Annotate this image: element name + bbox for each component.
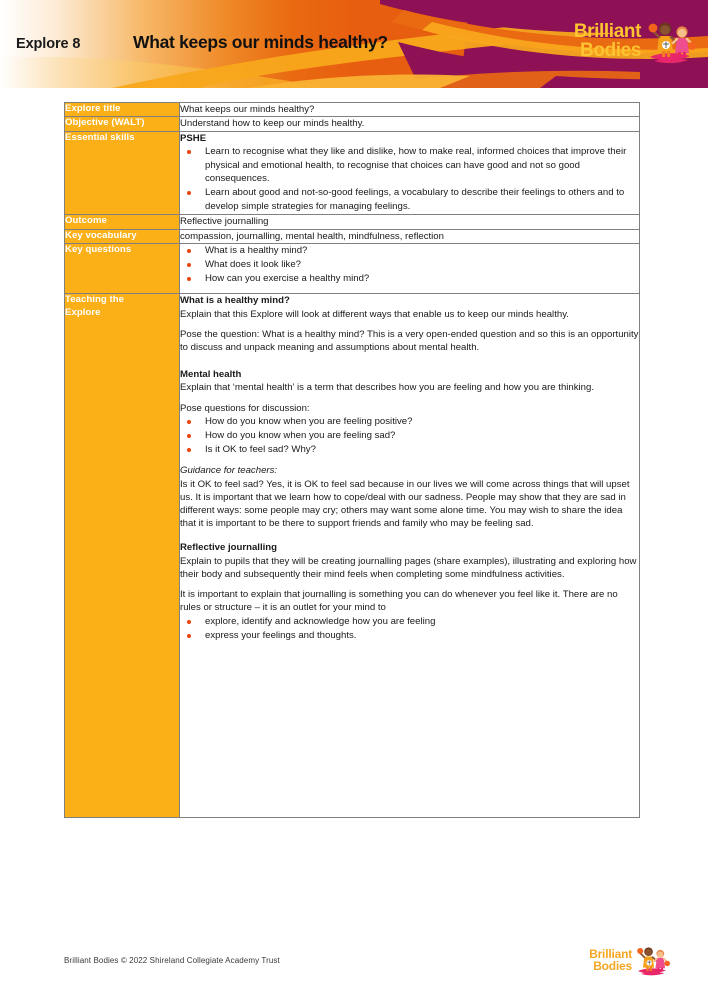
- spacer: [180, 581, 639, 588]
- table-row: [65, 117, 640, 131]
- copyright-text: Brilliant Bodies © 2022 Shireland Collegiate Academy Trust: [64, 956, 280, 965]
- row-label-teaching-the-explore: [65, 294, 180, 818]
- teaching-section3-para1: Explain to pupils that they will be creating journalling pages (share examples), illustrating and exploring how their body and subsequently their mind feels when completing some mindfulness activities.: [180, 555, 637, 580]
- teaching-section3-para2: It is important to explain that journalling is something you can do whenever you feel like it. There are no rules or structure – it is an outlet for your mind to: [180, 589, 618, 614]
- lesson-plan-table: [64, 102, 640, 818]
- page-header-banner: [0, 0, 708, 88]
- two-children-icon-footer: [634, 944, 670, 976]
- spacer: [180, 395, 639, 402]
- spacer: [180, 530, 639, 541]
- row-label-essential-skills: Essential skills: [65, 131, 180, 214]
- list-item: Learn to recognise what they like and dislike, how to make real, informed choices that improve their physical and emotional health, to recognise that choices can have good and not so good consequences.: [180, 145, 639, 186]
- brand-logo-footer: [589, 944, 670, 976]
- list-item: What does it look like?: [180, 258, 639, 272]
- row-label-objective: Objective (WALT): [65, 117, 180, 131]
- teaching-label-line-1: Teaching the: [65, 294, 125, 306]
- explore-number: Explore 8: [16, 36, 81, 52]
- table-row: [65, 229, 640, 243]
- table-row: [65, 103, 640, 117]
- list-item: Learn about good and not-so-good feelings, a vocabulary to describe their feelings to others and to develop simple strategies for managing feelings.: [180, 186, 639, 213]
- footer-brand-wordmark: [589, 948, 632, 972]
- brand-line-2: Bodies: [580, 40, 641, 61]
- brand-logo-header: [574, 18, 696, 64]
- table-row: [65, 131, 640, 214]
- list-item: What is a healthy mind?: [180, 244, 639, 258]
- row-value-explore-title: [180, 103, 640, 117]
- row-label-outcome: Outcome: [65, 215, 180, 229]
- teaching-section1-heading: What is a healthy mind?: [180, 295, 290, 307]
- footer-brand-line-1: Brilliant: [589, 947, 632, 961]
- brand-wordmark: [574, 22, 641, 60]
- brand-line-1: Brilliant: [573, 21, 641, 42]
- list-item: Is it OK to feel sad? Why?: [180, 443, 639, 457]
- row-value-teaching-the-explore: [180, 294, 640, 818]
- explore-title-text: What keeps our minds healthy?: [180, 104, 315, 115]
- two-children-icon: [644, 18, 696, 64]
- discussion-questions-list: [180, 415, 639, 457]
- teaching-label-line-2: Explore: [65, 306, 101, 318]
- row-value-outcome: [180, 215, 640, 229]
- list-item: How can you exercise a healthy mind?: [180, 272, 639, 286]
- outcome-text: Reflective journalling: [180, 216, 269, 228]
- teaching-section1-para2: Pose the question: What is a healthy mind? This is a very open-ended question and so this is an opportunity to discuss and unpack meaning and assumptions about mental health.: [180, 328, 639, 353]
- lesson-sheet: [0, 88, 708, 1000]
- row-value-objective: [180, 117, 640, 131]
- teaching-section2-intro: Pose questions for discussion:: [180, 402, 310, 414]
- objective-text: Understand how to keep our minds healthy.: [180, 118, 365, 130]
- spacer: [180, 286, 639, 293]
- list-item: How do you know when you are feeling positive?: [180, 415, 639, 429]
- essential-skills-list: [180, 145, 639, 214]
- footer-brand-line-2: Bodies: [593, 959, 632, 973]
- list-item: explore, identify and acknowledge how you are feeling: [180, 615, 639, 629]
- list-item: express your feelings and thoughts.: [180, 629, 639, 643]
- journalling-outlet-list: [180, 615, 639, 643]
- row-value-key-questions: [180, 243, 640, 293]
- table-row: [65, 243, 640, 293]
- row-label-key-questions: Key questions: [65, 243, 180, 293]
- table-row: [65, 215, 640, 229]
- teaching-section1-para1: Explain that this Explore will look at different ways that enable us to keep our minds healthy.: [180, 308, 569, 320]
- teaching-section2-para1: Explain that ‘mental health’ is a term that describes how you are feeling and how you are thinking.: [180, 382, 595, 394]
- essential-skills-subject: PSHE: [180, 132, 207, 144]
- teaching-section3-heading: Reflective journalling: [180, 542, 278, 554]
- page-title: What keeps our minds healthy?: [133, 32, 388, 52]
- spacer: [180, 321, 639, 328]
- row-value-essential-skills: [180, 131, 640, 214]
- key-vocabulary-text: compassion, journalling, mental health, mindfulness, reflection: [180, 230, 444, 242]
- row-label-explore-title: Explore title: [65, 103, 180, 117]
- key-questions-list: [180, 244, 639, 286]
- row-label-key-vocabulary: Key vocabulary: [65, 229, 180, 243]
- teaching-section2-heading: Mental health: [180, 369, 242, 381]
- spacer: [180, 361, 639, 368]
- table-row: [65, 294, 640, 818]
- guidance-paragraph: Is it OK to feel sad? Yes, it is OK to feel sad because in our lives we will come across things that will upset us. It is important that we learn how to cope/deal with our sadness. People may show that they are sad in different ways: some people may cry; others may want some alone time. You may wish to share the idea that it is important to be there to support friends and family who may be feeling sad.: [180, 478, 630, 530]
- row-value-key-vocabulary: [180, 229, 640, 243]
- guidance-heading: Guidance for teachers:: [180, 465, 278, 477]
- spacer: [180, 457, 639, 464]
- page-footer: [0, 938, 708, 1000]
- list-item: How do you know when you are feeling sad?: [180, 429, 639, 443]
